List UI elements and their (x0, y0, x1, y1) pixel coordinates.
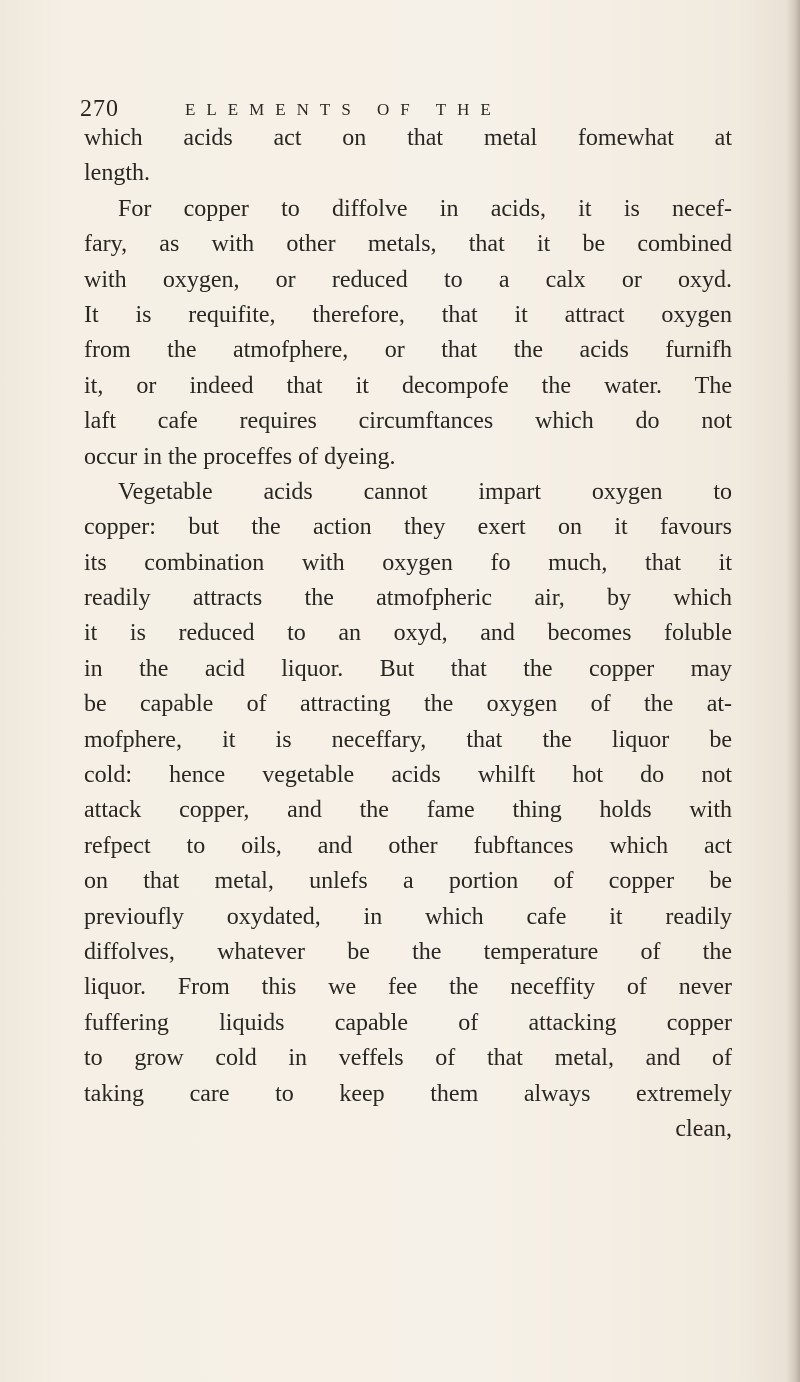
body-text (84, 121, 732, 1147)
page-edge-shadow (786, 0, 800, 1382)
text-line: occur in the proceffes of dyeing. (84, 443, 396, 470)
text-line: be capable of attracting the oxygen of the at- (84, 691, 732, 718)
text-line: attack copper, and the fame thing holds with (84, 797, 732, 824)
text-line: copper: but the action they exert on it favours (84, 514, 732, 541)
text-line: fuffering liquids capable of attacking copper (84, 1009, 732, 1036)
text-line: fary, as with other metals, that it be combined (84, 231, 732, 258)
text-line: which acids act on that metal fomewhat at (84, 125, 732, 151)
text-line: on that metal, unlefs a portion of copper be (84, 868, 732, 895)
paragraph-start-line: Vegetable acids cannot impart oxygen to (118, 478, 732, 505)
text-line: from the atmofphere, or that the acids furnifh (84, 337, 732, 364)
running-title: ELEMENTS OF THE (185, 100, 502, 119)
text-line: It is requifite, therefore, that it attract oxygen (84, 301, 732, 328)
text-line: it, or indeed that it decompofe the water. The (84, 372, 732, 399)
text-line: to grow cold in veffels of that metal, and of (84, 1045, 732, 1072)
text-line: readily attracts the atmofpheric air, by which (84, 585, 732, 612)
text-line: cold: hence vegetable acids whilft hot do not (84, 762, 732, 789)
text-line: in the acid liquor. But that the copper may (84, 655, 732, 682)
text-line: it is reduced to an oxyd, and becomes foluble (84, 620, 732, 647)
text-line: previoufly oxydated, in which cafe it readily (84, 903, 732, 930)
text-line: liquor. From this we fee the neceffity of never (84, 974, 732, 1001)
text-line: length. (84, 160, 150, 187)
text-line: its combination with oxygen fo much, that it (84, 549, 732, 576)
text-line: mofphere, it is neceffary, that the liquor be (84, 726, 732, 753)
text-line: laft cafe requires circumftances which do not (84, 408, 732, 435)
text-line: taking care to keep them always extremely (84, 1080, 732, 1107)
page-number: 270 (80, 96, 119, 122)
text-line: diffolves, whatever be the temperature of the (84, 938, 732, 965)
catchword-line: clean, (675, 1115, 732, 1142)
paragraph-start-line: For copper to diffolve in acids, it is necef- (118, 195, 732, 222)
text-line: refpect to oils, and other fubftances which act (84, 832, 732, 859)
text-line: with oxygen, or reduced to a calx or oxyd. (84, 266, 732, 293)
